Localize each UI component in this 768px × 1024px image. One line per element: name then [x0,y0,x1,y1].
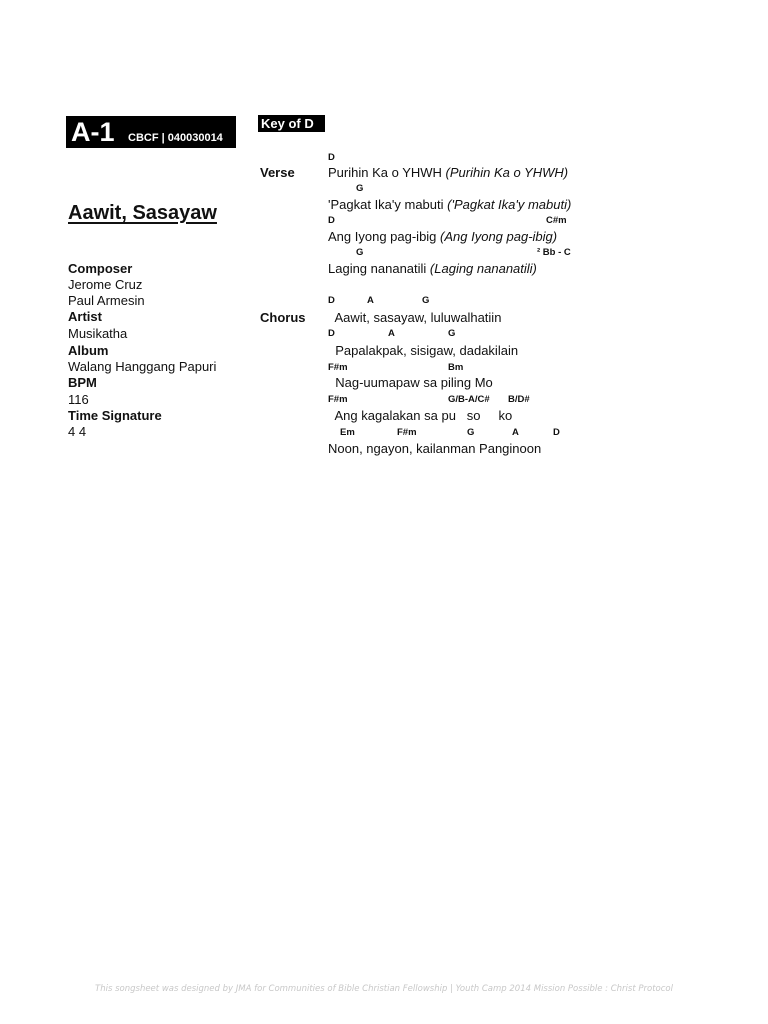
chord: Em [340,427,355,438]
lyric-line [328,261,537,277]
chord: F#m [328,362,348,373]
song-code: CBCF | 040030014 [128,132,223,144]
chord: Bm [448,362,464,373]
lyric-text: Ang Iyong pag-ibig [328,229,441,244]
chord: ² Bb - C [537,247,571,258]
chord: G/B-A/C# [448,394,490,405]
lyric-echo: ('Pagkat Ika'y mabuti) [447,197,572,212]
chord: A [367,295,374,306]
chorus-label: Chorus [260,310,306,325]
time-signature-label: Time Signature [68,408,162,423]
chord: A [512,427,519,438]
lyric-line: Noon, ngayon, kailanman Panginoon [328,441,542,456]
artist-label: Artist [68,309,102,324]
lyric-text: 'Pagkat Ika'y mabuti [328,197,448,212]
lyric-line [328,197,571,213]
footer-credit: This songsheet was designed by JMA for Communities of Bible Christian Fellowship | Youth Camp 2014 Mission Possible : Christ Protocol [95,984,673,994]
lyric-line: Nag-uumapaw sa piling Mo [328,375,493,390]
bpm-label: BPM [68,375,97,390]
lyric-line: Papalakpak, sisigaw, dadakilain [328,343,519,358]
chord: C#m [546,215,567,226]
composer-1: Jerome Cruz [68,277,143,292]
album-value: Walang Hanggang Papuri [68,359,217,374]
composer-2: Paul Armesin [68,293,145,308]
lyric-line [328,165,568,181]
time-signature-value: 4 4 [68,424,87,439]
lyric-line: Ang kagalakan sa pu so ko [328,408,513,423]
song-title: Aawit, Sasayaw [68,202,217,224]
chord: D [328,295,335,306]
chord: A [388,328,395,339]
verse-label: Verse [260,165,295,180]
chord: B/D# [508,394,530,405]
song-id-badge [66,116,236,148]
chord: G [422,295,430,306]
composer-label: Composer [68,261,133,276]
chord: D [328,152,335,163]
song-key-badge: Key of D [258,115,325,132]
lyric-echo: (Laging nananatili) [429,261,537,276]
lyric-text: Purihin Ka o YHWH [328,165,446,180]
bpm-value: 116 [68,392,89,407]
chord: G [356,247,364,258]
chord: D [553,427,560,438]
chord: F#m [397,427,417,438]
lyric-line [328,229,557,245]
artist-value: Musikatha [68,326,128,341]
album-label: Album [68,343,109,358]
lyric-echo: (Purihin Ka o YHWH) [445,165,569,180]
chord: D [328,215,335,226]
chord: G [448,328,456,339]
chord: D [328,328,335,339]
lyric-line: Aawit, sasayaw, luluwalhatiin [328,310,502,325]
chord: G [467,427,475,438]
lyric-text: Laging nananatili [328,261,430,276]
lyric-echo: (Ang Iyong pag-ibig) [440,229,558,244]
chord: F#m [328,394,348,405]
song-number: A-1 [71,117,115,147]
chord: G [356,183,364,194]
